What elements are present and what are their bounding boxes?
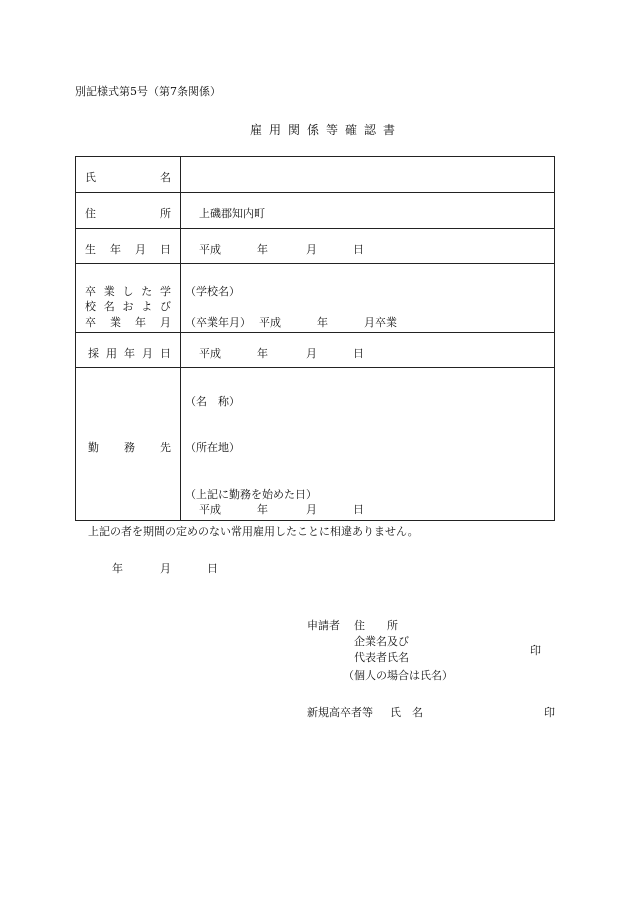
graduate-seal-mark: 印 [544,706,555,719]
graduate-label: 新規高卒者等 [307,706,373,719]
birthdate-value-cell[interactable] [181,229,555,264]
workplace-start-era: 平成 [199,503,221,516]
label-name: 氏 名 [85,171,171,184]
row-school [76,264,555,333]
date-day-unit: 日 [207,562,218,575]
birth-month-unit: 月 [306,243,317,256]
workplace-start-month-unit: 月 [306,503,317,516]
address-value-cell[interactable] [181,193,555,229]
graduation-year-unit: 年 [317,316,328,329]
graduate-name-label: 氏 名 [390,706,423,719]
workplace-value-cell[interactable] [181,368,555,521]
row-hire-date [76,333,555,368]
label-birthdate: 生 年 月 日 [85,243,171,256]
hire-year-unit: 年 [257,347,268,360]
workplace-location-label: （所在地） [185,441,240,454]
applicant-label: 申請者 [307,619,340,632]
birth-year-unit: 年 [257,243,268,256]
graduation-month-unit: 月卒業 [364,316,397,329]
birth-day-unit: 日 [353,243,364,256]
label-hire-date: 採 用 年 月 日 [88,347,171,360]
label-school-line1: 卒 業 し た 学 [85,285,171,298]
form-reference: 別記様式第5号（第7条関係） [75,85,221,98]
applicant-company-label: 企業名及び [354,635,409,648]
label-workplace: 勤 務 先 [88,441,171,454]
date-year-unit: 年 [112,562,123,575]
school-name-label: （学校名） [185,285,240,298]
name-value-cell[interactable] [181,157,555,193]
workplace-start-day-unit: 日 [353,503,364,516]
confirmation-table [75,156,555,521]
label-address: 住 所 [85,207,171,220]
birth-era: 平成 [199,243,221,256]
row-address [76,193,555,229]
hire-month-unit: 月 [306,347,317,360]
applicant-address-label: 住 所 [354,619,398,632]
applicant-seal-mark: 印 [530,644,541,657]
date-month-unit: 月 [160,562,171,575]
workplace-name-label: （名 称） [185,395,240,408]
hire-era: 平成 [199,347,221,360]
document-title: 雇用関係等確認書 [250,123,403,137]
label-school-line3: 卒 業 年 月 [85,316,171,329]
row-birthdate [76,229,555,264]
applicant-individual-note: （個人の場合は氏名） [343,669,453,682]
row-name [76,157,555,193]
applicant-representative-label: 代表者氏名 [354,651,409,664]
workplace-start-label: （上記に勤務を始めた日） [185,488,317,501]
graduation-label: （卒業年月） [185,316,251,329]
address-value: 上磯郡知内町 [199,207,265,220]
graduation-era: 平成 [259,316,281,329]
school-value-cell[interactable] [181,264,555,333]
label-school-line2: 校 名 お よ び [85,300,171,313]
row-workplace [76,368,555,521]
certification-statement: 上記の者を期間の定めのない常用雇用したことに相違ありません。 [88,525,419,538]
hire-date-value-cell[interactable] [181,333,555,368]
workplace-start-year-unit: 年 [257,503,268,516]
hire-day-unit: 日 [353,347,364,360]
